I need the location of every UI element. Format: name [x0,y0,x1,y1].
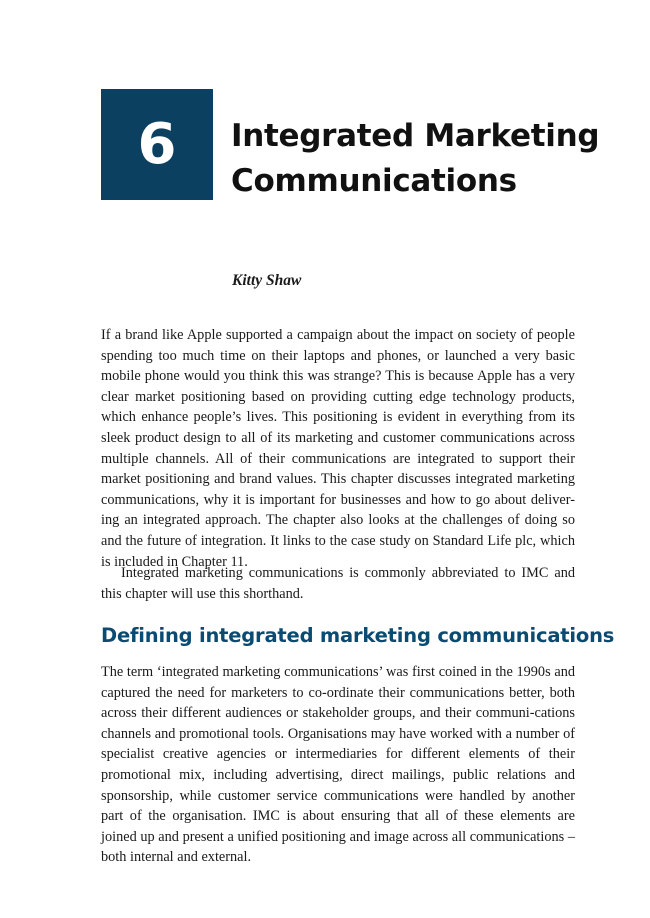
section-heading: Defining integrated marketing communications [101,624,615,647]
chapter-title-line-1: Integrated Marketing [231,118,600,154]
chapter-title [231,114,599,204]
chapter-title-line-2: Communications [231,163,517,199]
abbreviation-paragraph: Integrated marketing communications is commonly abbreviated to IMC and this chapter will use this shorthand. [101,565,575,602]
definition-paragraph: The term ‘integrated marketing communications’ was first coined in the 1990s and captured the need for marketers to co-ordinate their communications better, both across their different audiences or stakeholder groups, and their communi-cations channels and promotional tools. Organisations may have worked with a number of specialist creative agencies or intermediaries for different elements of their promotional mix, including advertising, direct mailings, public relations and sponsorship, while customer service communications were handled by another part of the organisation. IMC is about ensuring that all of these elements are joined up and present a unified positioning and image across all communications – both internal and external. [101,664,575,866]
intro-paragraph: If a brand like Apple supported a campaign about the impact on society of people spending too much time on their laptops and phones, or launched a very basic mobile phone would you think this was strange? This is because Apple has a very clear market positioning based on providing cutting edge technology products, which enhance people’s lives. This positioning is evident in everything from its sleek product design to all of its marketing and customer communications across multiple channels. All of their communications are integrated to support their market positioning and brand values. This chapter discusses integrated marketing communications, why it is important for businesses and how to go about deliver-ing an integrated approach. The chapter also looks at the challenges of doing so and the future of integration. It links to the case study on Standard Life plc, which is included in Chapter 11. [101,327,575,570]
chapter-number: 6 [137,111,177,177]
chapter-number-box [101,89,213,200]
chapter-author: Kitty Shaw [232,272,302,289]
